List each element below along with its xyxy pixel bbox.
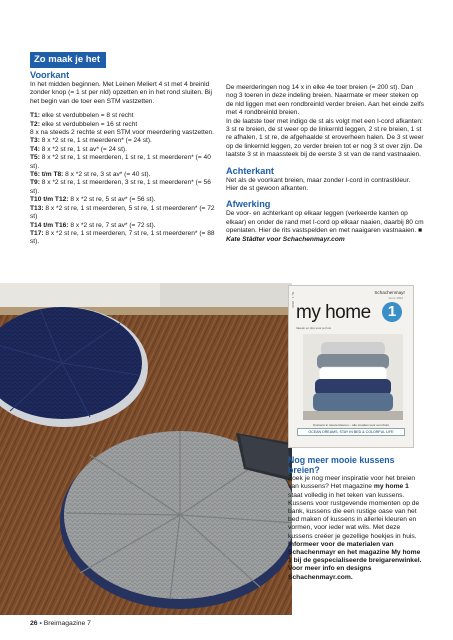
voorkant-column	[30, 70, 218, 247]
row-instruction: T2: elke st verdubbelen = 16 st recht	[30, 120, 138, 128]
row-instruction: 8 x na steeds 2 rechte st een STM voor meerdering vastzetten.	[30, 129, 214, 137]
row-instruction: T9: 8 x *2 st re, 1 st meerderen, 3 st re, 1 st meerderen* (= 56 st).	[30, 179, 211, 195]
footer-bullet: •	[39, 620, 42, 627]
voorkant-heading: Voorkant	[30, 70, 70, 80]
row-instruction: T4: 8 x *2 st re, 1 st av* (= 24 st).	[30, 145, 127, 153]
afwerking-text: De voor- en achterkant op elkaar leggen (verkeerde kanten op elkaar) en onder de rand met I-cord op elkaar naaien, daarbij 80 cm openlaten. Hier de rits vastspelden en met naaigaren vastnaaien. ■	[226, 210, 424, 235]
achterkant-heading: Achterkant	[226, 165, 274, 176]
cushion-stack-image	[303, 334, 403, 420]
page-footer	[30, 620, 91, 627]
magazine-name: Breimagazine 7	[43, 620, 91, 627]
afwerking-heading: Afwerking	[226, 199, 271, 210]
row-instruction: T10 t/m T12: 8 x *2 st re, 5 st av* (= 56 st).	[30, 196, 156, 204]
voorkant-finish: In de laatste toer met indigo de st als volgt met een I-cord afkanten: 3 st re breien, de st weer op de linkernld leggen, 2 st re breien, 1 st re afhalen, 1 st re, de afgehaalde st eroverheen halen. De 3 st weer op de linkernld leggen, zo verder breien tot er nog 3 st over zijn. De laatste 3 st in maassteek bij de eerste 3 st van de rand vastnaaien.	[226, 117, 424, 159]
magazine-banner: OCEAN DREAMS, STAY IN BED & COLORFUL LIFE	[297, 428, 405, 436]
voorkant-rows	[30, 112, 218, 247]
magazine-subtitle: Ideeën en tips voor je huis	[296, 326, 332, 330]
magazine-cover	[288, 285, 414, 448]
info-column	[288, 456, 424, 582]
voorkant-continuation: De meerderingen nog 14 x in elke 4e toer breien (= 200 st). Dan nog 3 toeren in deze indeling breien. Naarmate er meer steken op de nld liggen met een rondbreinld verder breien. Aan het einde zelfs met 4 rondbreinld breien.	[226, 84, 424, 117]
achterkant-text: Net als de voorkant breien, maar zonder I-cord in contrastkleur. Hier de st gewoon afkanten.	[226, 176, 411, 193]
magazine-caption: Kussens in stoere kleuren – alle creaties voor een thuis	[313, 423, 389, 427]
row-instruction: T13: 8 x *2 st re, 1 st meerderen, 5 st re, 1 st meerderen* (= 72 st)	[30, 204, 215, 221]
info-text: Zoek je nog meer inspiratie voor het breien van kussens? Het magazine my home 1 staat volledig in het teken van kussens. Kussens voor rustgevende momenten op de bank, kussens die een rustige oase van het bed maken of kussens in allerlei kleuren en vormen, voor ieder wat wils. Met deze kussens creëer je gezellige hoekjes in huis.	[288, 475, 420, 540]
info-heading: Nog meer mooie kussens breien?	[288, 455, 395, 475]
end-mark-icon: ■	[418, 227, 423, 235]
row-instruction: T17: 8 x *2 st re, 1 st meerderen, 7 st re, 1 st meerderen* (= 88 st).	[30, 229, 215, 246]
magazine-brand-sub: since 1822	[388, 296, 403, 300]
row-instruction: T14 t/m T16: 8 x *2 st re, 7 st av* (= 72 st).	[30, 221, 156, 229]
row-instruction: T6: t/m T8: 8 x *2 st re, 3 st av* (= 40 st).	[30, 171, 151, 179]
magazine-number-badge: 1	[382, 302, 402, 322]
info-bold-text: Informeer voor de materialen van Schachenmayr en het magazine My home 1 bij de gespecialiseerde breigarenwinkel. Voor meer info en designs Schachenmayr.com.	[288, 540, 422, 581]
right-column	[226, 84, 424, 244]
magazine-side-text: Nr. 1 · 2020	[291, 292, 295, 308]
section-tag: Zo maak je het	[30, 52, 106, 68]
voorkant-intro: In het midden beginnen. Met Leinen Meliert 4 st met 4 breinld zonder knop (= 1 st per nld) opzetten en in het rond sluiten. Bij het begin van de toer een STM vastzetten.	[30, 81, 212, 105]
row-instruction: T1: elke st verdubbelen = 8 st recht	[30, 112, 134, 120]
row-instruction: T3: 8 x *2 st re, 1 st meerderen* (= 24 st).	[30, 137, 152, 145]
designer-credit: Kate Städter voor Schachenmayr.com	[226, 235, 345, 243]
magazine-title: my home	[296, 302, 371, 323]
magazine-brand: Schachenmayr	[374, 290, 405, 295]
page-number: 26	[30, 620, 38, 627]
row-instruction: T5: 8 x *2 st re, 1 st meerderen, 1 st re, 1 st meerderen* (= 40 st).	[30, 154, 211, 170]
cushions-photo	[0, 283, 292, 615]
